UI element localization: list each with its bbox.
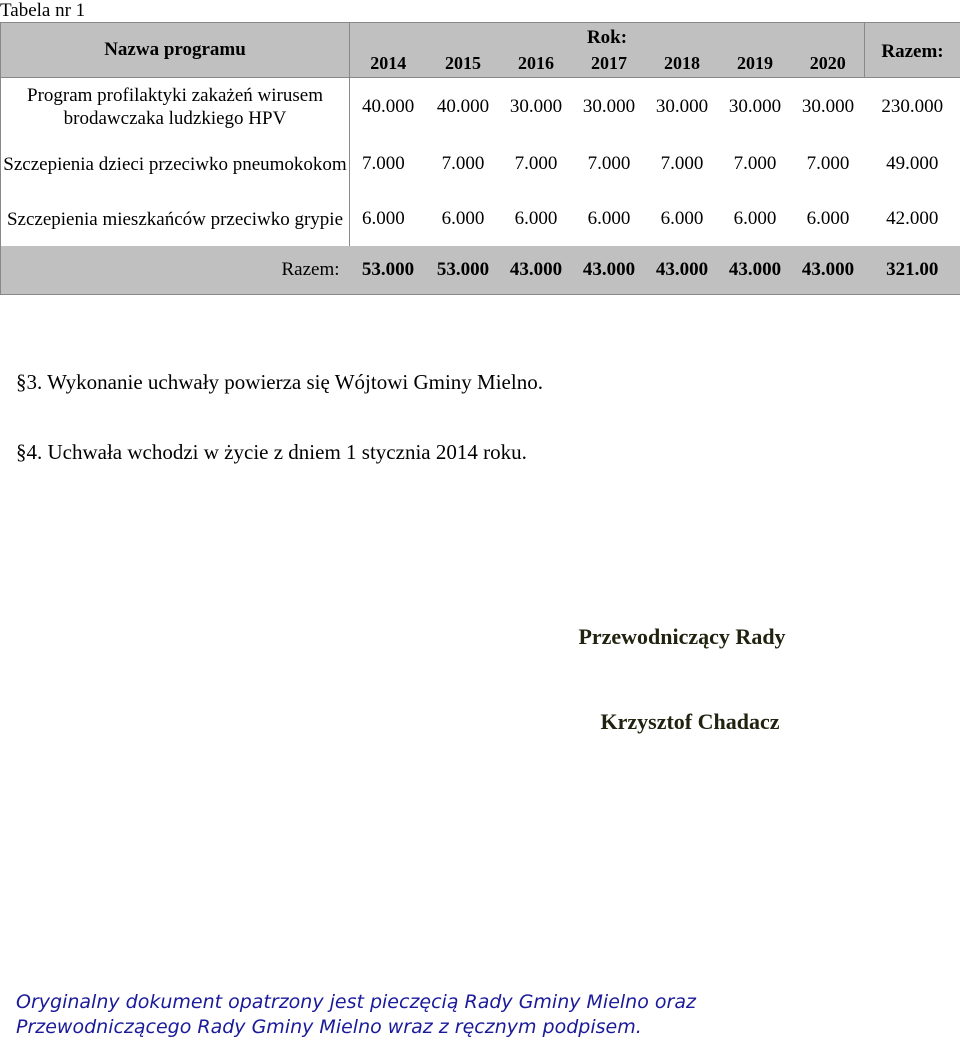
value-cell: 30.000 — [582, 96, 636, 117]
total-header: Razem: — [865, 23, 960, 78]
value-cell: 7.000 — [441, 153, 485, 174]
row-total: 49.000 — [865, 136, 960, 192]
footnote — [16, 990, 696, 1040]
value-cell: 30.000 — [509, 96, 563, 117]
value-cell: 30.000 — [655, 96, 709, 117]
signature-name: Krzysztof Chadacz — [600, 709, 780, 734]
program-name: Program profilaktyki zakażeń wirusem brodawczaka ludzkiego HPV — [1, 78, 350, 137]
value-cell: 7.000 — [362, 153, 405, 174]
program-name-header: Nazwa programu — [1, 23, 350, 78]
program-name: Szczepienia dzieci przeciwko pneumokokom — [1, 136, 350, 192]
sum-cell: 43.000 — [719, 246, 792, 295]
value-cell: 6.000 — [806, 208, 850, 229]
value-cell: 30.000 — [728, 96, 782, 117]
value-cell: 7.000 — [733, 153, 777, 174]
value-cell: 30.000 — [801, 96, 855, 117]
table-row — [1, 192, 960, 246]
value-cell: 7.000 — [806, 153, 850, 174]
value-cell: 6.000 — [441, 208, 485, 229]
value-cell: 7.000 — [660, 153, 704, 174]
year-cell: 2016 — [500, 50, 573, 78]
paragraph-4: §4. Uchwała wchodzi w życie z dniem 1 stycznia 2014 roku. — [16, 440, 527, 464]
value-cell: 40.000 — [362, 96, 415, 117]
sum-cell: 43.000 — [646, 246, 719, 295]
row-total: 230.000 — [865, 78, 960, 137]
paragraph-3: §3. Wykonanie uchwały powierza się Wójtowi Gminy Mielno. — [16, 370, 543, 394]
year-cell: 2015 — [427, 50, 500, 78]
footnote-line-2: Przewodniczącego Rady Gminy Mielno wraz z ręcznym podpisem. — [16, 1016, 642, 1038]
year-header: Rok: — [350, 23, 865, 51]
table-caption: Tabela nr 1 — [0, 0, 86, 21]
sum-row — [1, 246, 960, 295]
table-row — [1, 78, 960, 137]
year-cell: 2017 — [573, 50, 646, 78]
value-cell: 6.000 — [660, 208, 704, 229]
grand-total: 321.00 — [865, 246, 960, 295]
signature-title: Przewodniczący Rady — [578, 624, 786, 649]
value-cell: 6.000 — [733, 208, 777, 229]
value-cell: 6.000 — [587, 208, 631, 229]
table-row — [1, 136, 960, 192]
footnote-line-1: Oryginalny dokument opatrzony jest pieczęcią Rady Gminy Mielno oraz — [16, 991, 696, 1013]
sum-cell: 53.000 — [427, 246, 500, 295]
sum-label: Razem: — [1, 246, 350, 295]
sum-cell: 43.000 — [792, 246, 865, 295]
year-cell: 2019 — [719, 50, 792, 78]
sum-cell: 43.000 — [500, 246, 573, 295]
year-cell: 2014 — [350, 50, 427, 78]
row-total: 42.000 — [865, 192, 960, 246]
value-cell: 40.000 — [436, 96, 490, 117]
sum-cell: 53.000 — [350, 246, 427, 295]
value-cell: 6.000 — [362, 208, 405, 229]
sum-cell: 43.000 — [573, 246, 646, 295]
budget-table — [0, 22, 960, 295]
year-cell: 2018 — [646, 50, 719, 78]
year-cell: 2020 — [792, 50, 865, 78]
value-cell: 6.000 — [514, 208, 558, 229]
value-cell: 7.000 — [587, 153, 631, 174]
value-cell: 7.000 — [514, 153, 558, 174]
program-name: Szczepienia mieszkańców przeciwko grypie — [1, 192, 350, 246]
